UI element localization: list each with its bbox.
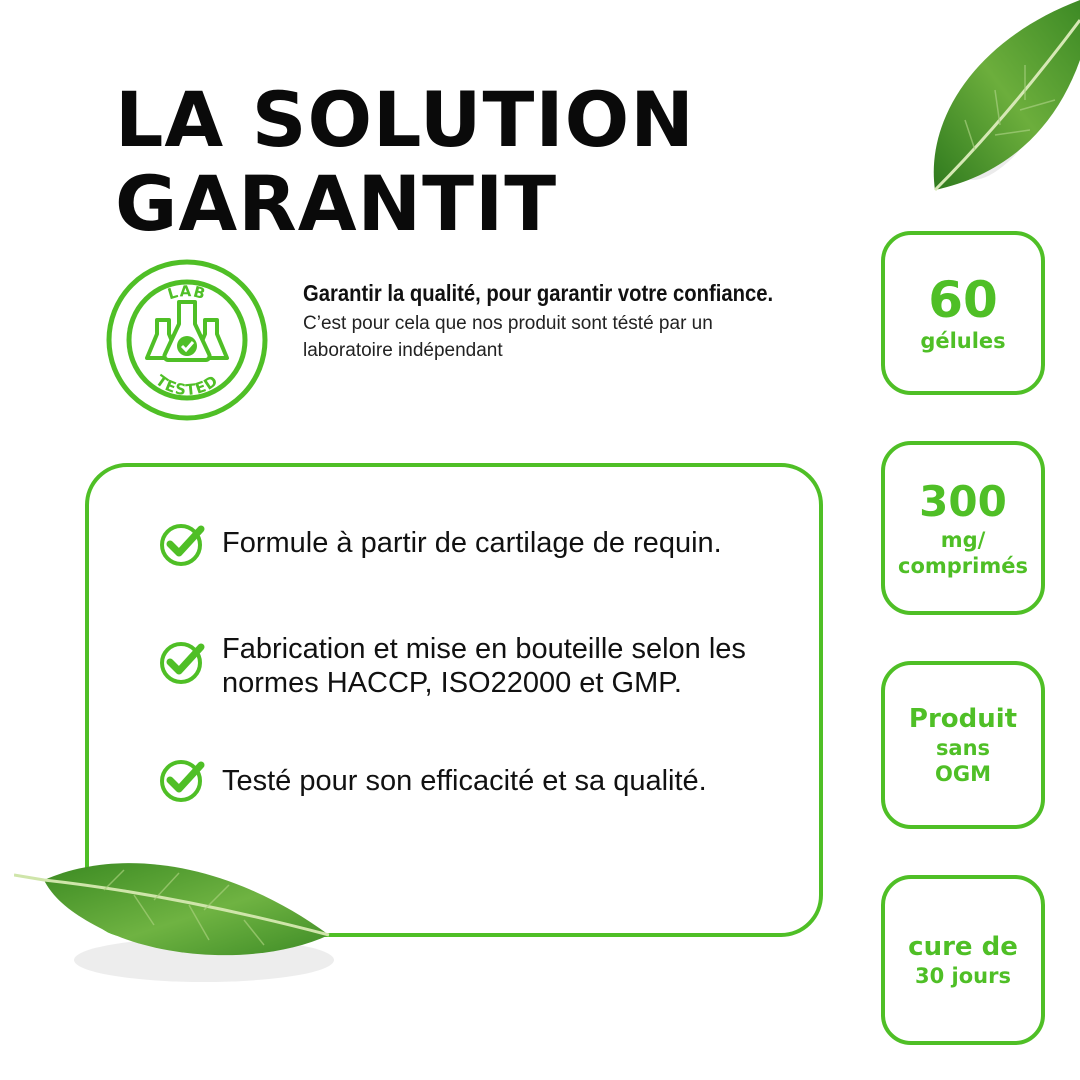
stat-capsules — [881, 231, 1045, 395]
stat-no-gmo-line1: Produit — [908, 704, 1018, 734]
badge-top-text: LAB — [165, 282, 209, 304]
stat-dosage-unit: mg/ — [940, 528, 986, 552]
intro-body: C’est pour cela que nos produit sont tésté par un laboratoire indépendant — [303, 313, 713, 361]
stat-no-gmo — [881, 661, 1045, 829]
leaf-decoration-top — [895, 0, 1080, 200]
feature-item — [158, 754, 782, 804]
title-line-1: LA SOLUTION — [115, 75, 695, 164]
check-circle-icon — [158, 754, 208, 804]
title-line-2: GARANTIT — [115, 159, 558, 248]
feature-text: Testé pour son efficacité et sa qualité. — [222, 765, 707, 797]
feature-item — [158, 632, 762, 700]
stat-no-gmo-line2: sans — [935, 736, 991, 760]
badge-bottom-text: TESTED — [152, 371, 222, 400]
stat-treatment — [881, 875, 1045, 1045]
feature-text: Formule à partir de cartilage de requin. — [222, 527, 722, 559]
page-title — [115, 75, 695, 248]
intro-heading: Garantir la qualité, pour garantir votre confiance. — [303, 280, 774, 306]
stat-dosage-unit-2: comprimés — [898, 554, 1028, 578]
lab-tested-badge-icon — [105, 258, 269, 422]
stat-dosage — [881, 441, 1045, 615]
check-circle-icon — [158, 518, 208, 568]
stat-capsules-unit: gélules — [920, 329, 1006, 353]
feature-item — [158, 518, 782, 568]
intro-section — [303, 278, 803, 364]
stat-treatment-line1: cure de — [908, 932, 1018, 962]
check-circle-icon — [158, 636, 208, 686]
leaf-decoration-bottom — [14, 845, 334, 995]
stat-no-gmo-line3: OGM — [935, 762, 991, 786]
feature-text: Fabrication et mise en bouteille selon les normes HACCP, ISO22000 et GMP. — [222, 633, 746, 699]
stat-treatment-line2: 30 jours — [915, 964, 1011, 988]
stat-dosage-value: 300 — [919, 477, 1007, 526]
stat-capsules-value: 60 — [928, 271, 998, 329]
